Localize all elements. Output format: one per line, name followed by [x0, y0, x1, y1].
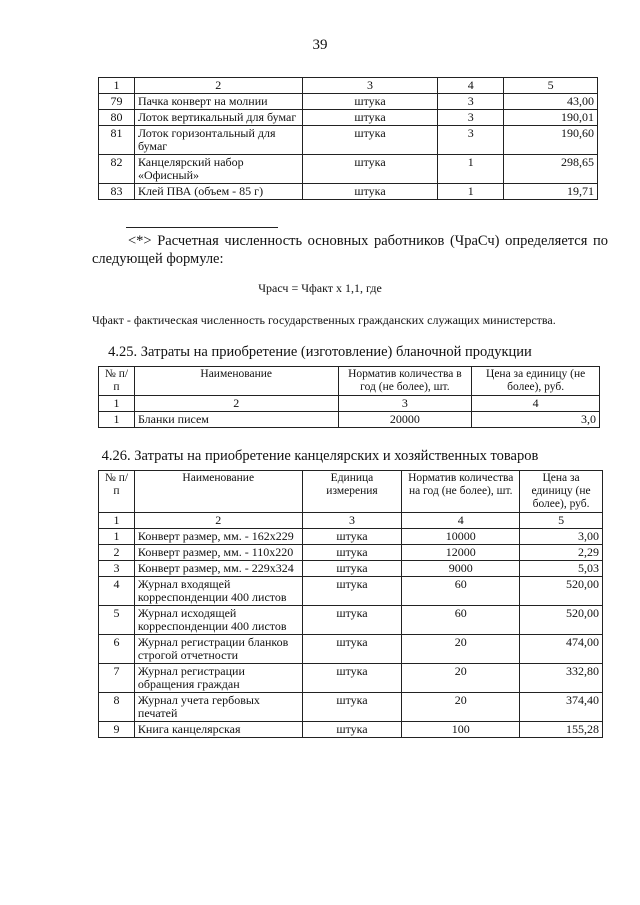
column-number: 3 [302, 78, 438, 94]
item-name: Журнал регистрации бланков строгой отчетности [134, 635, 302, 664]
quantity: 1 [438, 184, 504, 200]
row-number: 8 [99, 693, 135, 722]
table-row [99, 126, 598, 155]
item-name: Книга канцелярская [134, 722, 302, 738]
quantity: 9000 [402, 561, 520, 577]
row-number: 79 [99, 94, 135, 110]
item-name: Пачка конверт на молнии [134, 94, 302, 110]
row-number: 7 [99, 664, 135, 693]
header-name: Наименование [134, 367, 338, 396]
header-name: Наименование [134, 471, 302, 513]
price: 2,29 [520, 545, 603, 561]
header-number: № п/п [99, 471, 135, 513]
quantity: 20 [402, 635, 520, 664]
table-row [99, 529, 603, 545]
column-number: 5 [520, 513, 603, 529]
section-heading-4-26: 4.26. Затраты на приобретение канцелярских и хозяйственных товаров [101, 448, 539, 464]
quantity: 60 [402, 606, 520, 635]
row-number: 81 [99, 126, 135, 155]
column-numbers-row [99, 78, 598, 94]
footnote-text: <*> Расчетная численность основных работников (ЧраСч) определяется по следующей формуле: [92, 233, 608, 267]
unit: штука [302, 606, 402, 635]
formula-definition: Чфакт - фактическая численность государственных гражданских служащих министерства. [92, 313, 556, 327]
price: 298,65 [504, 155, 598, 184]
price: 474,00 [520, 635, 603, 664]
price: 190,01 [504, 110, 598, 126]
column-number: 4 [438, 78, 504, 94]
header-unit: Единица измерения [302, 471, 402, 513]
price: 3,00 [520, 529, 603, 545]
price: 43,00 [504, 94, 598, 110]
item-name: Журнал входящей корреспонденции 400 листов [134, 577, 302, 606]
quantity: 20000 [338, 412, 472, 428]
header-quantity-norm: Норматив количества на год (не более), шт. [402, 471, 520, 513]
row-number: 9 [99, 722, 135, 738]
price: 190,60 [504, 126, 598, 155]
price: 374,40 [520, 693, 603, 722]
quantity: 10000 [402, 529, 520, 545]
stationery-table [98, 470, 603, 738]
header-quantity-norm: Норматив количества в год (не более), шт. [338, 367, 472, 396]
quantity: 1 [438, 155, 504, 184]
price: 5,03 [520, 561, 603, 577]
item-name: Конверт размер, мм. - 162х229 [134, 529, 302, 545]
table-row [99, 561, 603, 577]
table-row [99, 412, 600, 428]
unit: штука [302, 126, 438, 155]
header-number: № п/п [99, 367, 135, 396]
price: 19,71 [504, 184, 598, 200]
header-price: Цена за единицу (не более), руб. [472, 367, 600, 396]
unit: штука [302, 155, 438, 184]
row-number: 83 [99, 184, 135, 200]
header-row [99, 367, 600, 396]
item-name: Лоток горизонтальный для бумаг [134, 126, 302, 155]
table-row [99, 577, 603, 606]
row-number: 82 [99, 155, 135, 184]
unit: штука [302, 110, 438, 126]
header-price: Цена за единицу (не более), руб. [520, 471, 603, 513]
header-row [99, 471, 603, 513]
price: 520,00 [520, 606, 603, 635]
price: 520,00 [520, 577, 603, 606]
price: 332,80 [520, 664, 603, 693]
unit: штука [302, 184, 438, 200]
quantity: 20 [402, 664, 520, 693]
column-number: 3 [338, 396, 472, 412]
row-number: 5 [99, 606, 135, 635]
item-name: Бланки писем [134, 412, 338, 428]
table-row [99, 94, 598, 110]
table-row [99, 635, 603, 664]
footnote-divider [126, 227, 278, 228]
column-numbers-row [99, 396, 600, 412]
table-row [99, 545, 603, 561]
column-number: 1 [99, 78, 135, 94]
price: 3,0 [472, 412, 600, 428]
section-heading-4-25: 4.25. Затраты на приобретение (изготовление) бланочной продукции [108, 344, 532, 360]
column-number: 4 [472, 396, 600, 412]
items-table-continuation [98, 77, 598, 200]
quantity: 60 [402, 577, 520, 606]
item-name: Канцелярский набор «Офисный» [134, 155, 302, 184]
formula: Чрасч = Чфакт х 1,1, где [258, 281, 382, 295]
table-row [99, 693, 603, 722]
row-number: 2 [99, 545, 135, 561]
table-row [99, 722, 603, 738]
table-row [99, 184, 598, 200]
item-name: Журнал учета гербовых печатей [134, 693, 302, 722]
column-number: 3 [302, 513, 402, 529]
quantity: 20 [402, 693, 520, 722]
unit: штука [302, 693, 402, 722]
table-row [99, 110, 598, 126]
row-number: 80 [99, 110, 135, 126]
row-number: 3 [99, 561, 135, 577]
quantity: 3 [438, 94, 504, 110]
quantity: 100 [402, 722, 520, 738]
column-number: 2 [134, 513, 302, 529]
price: 155,28 [520, 722, 603, 738]
quantity: 12000 [402, 545, 520, 561]
unit: штука [302, 577, 402, 606]
item-name: Лоток вертикальный для бумаг [134, 110, 302, 126]
unit: штука [302, 561, 402, 577]
quantity: 3 [438, 110, 504, 126]
row-number: 6 [99, 635, 135, 664]
column-number: 5 [504, 78, 598, 94]
unit: штука [302, 529, 402, 545]
column-number: 4 [402, 513, 520, 529]
column-numbers-row [99, 513, 603, 529]
quantity: 3 [438, 126, 504, 155]
row-number: 1 [99, 412, 135, 428]
letterhead-table [98, 366, 600, 428]
unit: штука [302, 664, 402, 693]
table-row [99, 664, 603, 693]
table-row [99, 155, 598, 184]
column-number: 2 [134, 78, 302, 94]
row-number: 1 [99, 529, 135, 545]
column-number: 1 [99, 396, 135, 412]
table-row [99, 606, 603, 635]
row-number: 4 [99, 577, 135, 606]
item-name: Конверт размер, мм. - 110х220 [134, 545, 302, 561]
item-name: Журнал регистрации обращения граждан [134, 664, 302, 693]
unit: штука [302, 94, 438, 110]
column-number: 2 [134, 396, 338, 412]
page-number: 39 [312, 37, 328, 53]
item-name: Клей ПВА (объем - 85 г) [134, 184, 302, 200]
item-name: Конверт размер, мм. - 229х324 [134, 561, 302, 577]
unit: штука [302, 722, 402, 738]
column-number: 1 [99, 513, 135, 529]
unit: штука [302, 545, 402, 561]
item-name: Журнал исходящей корреспонденции 400 листов [134, 606, 302, 635]
unit: штука [302, 635, 402, 664]
